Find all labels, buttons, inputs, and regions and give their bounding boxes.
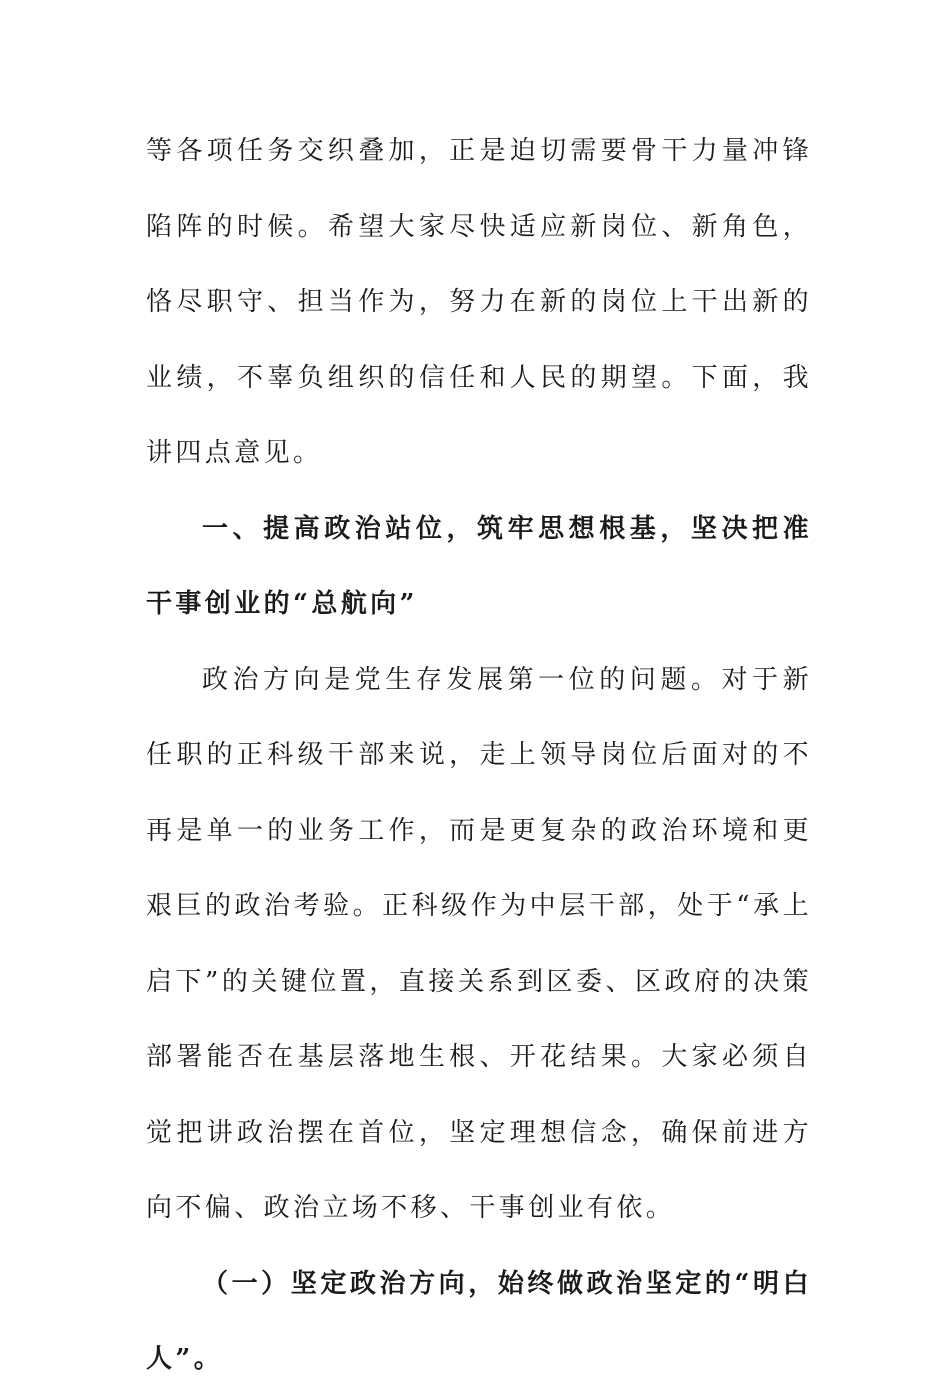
document-body: [146, 114, 812, 1398]
body-paragraph: 等各项任务交织叠加，正是迫切需要骨干力量冲锋陷阵的时候。希望大家尽快适应新岗位、新角色，恪尽职守、担当作为，努力在新的岗位上干出新的业绩，不辜负组织的信任和人民的期望。下面，我讲四点意见。: [146, 136, 812, 468]
body-paragraph: 政治方向是党生存发展第一位的问题。对于新任职的正科级干部来说，走上领导岗位后面对的不再是单一的业务工作，而是更复杂的政治环境和更艰巨的政治考验。正科级作为中层干部，处于“承上启下”的关键位置，直接关系到区委、区政府的决策部署能否在基层落地生根、开花结果。大家必须自觉把讲政治摆在首位，坚定理想信念，确保前进方向不偏、政治立场不移、干事创业有依。: [146, 664, 812, 1223]
section-heading: 一、提高政治站位，筑牢思想根基，坚决把准干事创业的“总航向”: [146, 513, 812, 619]
subsection-heading: （一）坚定政治方向，始终做政治坚定的“明白人”。: [146, 1268, 812, 1374]
